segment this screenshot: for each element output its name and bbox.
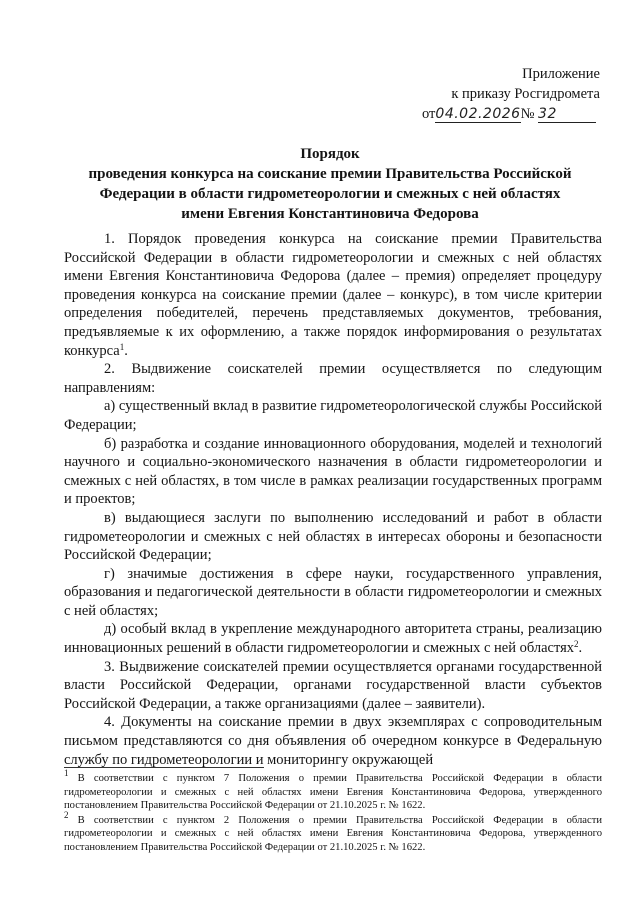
handwritten-number: 32: [538, 106, 596, 123]
footnote-separator: [64, 767, 264, 768]
document-title: [60, 144, 600, 224]
paragraph-2e-text: д) особый вклад в укрепление международного авторитета страны, реализацию инновационных решений в области гидрометеорологии и смежных с ней областях: [64, 621, 602, 657]
title-line-3: имени Евгения Константиновича Федорова: [181, 206, 479, 222]
paragraph-2c: в) выдающиеся заслуги по выполнению исследований и работ в области гидрометеорологии и смежных с ней областях в интересах обороны и безопасности Российской Федерации;: [64, 509, 602, 564]
paragraph-4: 4. Документы на соискание премии в двух экземплярах с сопроводительным письмом представляются со дня объявления об очередном конкурсе в Федеральную службу по гидрометеорологии и мониторингу окружающей: [64, 714, 602, 768]
paragraph-1-end: .: [124, 342, 128, 359]
title-line-1: проведения конкурса на соискание премии Правительства Российской: [88, 166, 572, 182]
paragraph-3: 3. Выдвижение соискателей премии осуществляется органами государственной власти Российской Федерации, органами государственной власти субъектов Российской Федерации, а также организациями (далее – заявители).: [64, 658, 602, 712]
number-prefix: №: [520, 106, 535, 122]
footnote-2: [64, 809, 602, 855]
footnote-1: [64, 768, 602, 813]
footnote-2-mark: 2: [64, 809, 69, 820]
title-heading: Порядок: [300, 146, 360, 162]
footnote-ref-2: 2: [574, 639, 579, 650]
paragraph-1: [64, 230, 602, 360]
paragraph-2a: а) существенный вклад в развитие гидрометеорологической службы Российской Федерации;: [64, 398, 602, 433]
footnote-2-text: В соответствии с пунктом 2 Положения о премии Правительства Российской Федерации в области гидрометеорологии и смежных с ней областях имени Евгения Константиновича Федорова, утвержденного постановлением Правительства Российской Федерации от 21.10.2025 г. № 1622.: [64, 814, 602, 853]
footnotes: [64, 768, 602, 855]
paragraph-2b: б) разработка и создание инновационного оборудования, моделей и технологий научного и социально-экономического назначения в области гидрометеорологии и смежных с ней областях, в том числе в рамках реализации государственных программ и проектов;: [64, 435, 602, 508]
footnote-1-text: В соответствии с пунктом 7 Положения о премии Правительства Российской Федерации в области гидрометеорологии и смежных с ней областях имени Евгения Константиновича Федорова, утвержденного постановлением Правительства Российской Федерации от 21.10.2025 г. № 1622.: [64, 773, 602, 811]
footnote-ref-1: 1: [119, 341, 125, 352]
appendix-label: Приложение: [522, 66, 600, 82]
title-line-2: Федерации в области гидрометеорологии и смежных с ней областях: [99, 186, 561, 202]
paragraph-2d: г) значимые достижения в сфере науки, государственного управления, образования и педагогической деятельности в области гидрометеорологии и смежных с ней областях;: [64, 565, 602, 619]
document-body: [64, 230, 602, 769]
paragraph-2: 2. Выдвижение соискателей премии осуществляется по следующим направлениям:: [64, 361, 602, 396]
appendix-date-number: [400, 104, 600, 124]
appendix-header: [400, 64, 600, 124]
paragraph-2e-end: .: [578, 640, 583, 657]
appendix-order-ref: к приказу Росгидромета: [451, 86, 600, 102]
date-prefix: от: [422, 106, 436, 122]
handwritten-date: 04.02.2026: [435, 106, 521, 122]
footnote-1-mark: 1: [64, 768, 69, 778]
paragraph-2e: [64, 620, 602, 657]
paragraph-1-text: 1. Порядок проведения конкурса на соискание премии Правительства Российской Федерации в области гидрометеорологии и смежных с ней областях имени Евгения Константиновича Федорова (далее – премия) определяет процедуру проведения конкурса на соискание премии (далее – конкурс), в том числе критерии определения победителей, перечень представляемых документов, требования, предъявляемые к их оформлению, а также порядок информирования о результатах конкурса: [64, 231, 602, 359]
